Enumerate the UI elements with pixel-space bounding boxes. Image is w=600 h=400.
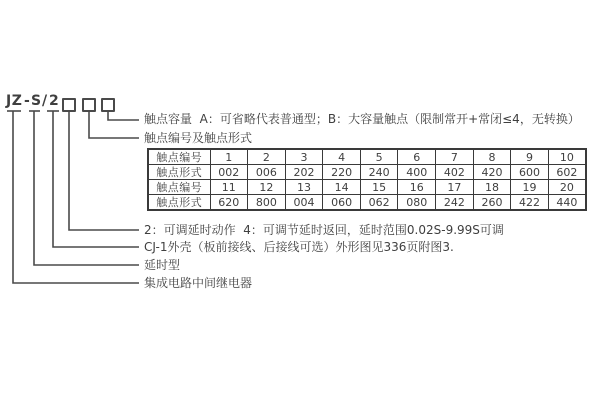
label-product-name: 集成电路中间继电器 [144,276,253,290]
table-cell: 080 [398,195,436,211]
table-cell: 5 [360,149,398,165]
model-dash: - [24,93,31,109]
table-cell: 2 [248,149,286,165]
label-delay-type: 延时型 [144,258,181,272]
contact-table-body [148,149,586,210]
row-header-cell: 触点形式 [148,195,210,211]
table-cell: 602 [548,165,586,180]
table-cell: 006 [248,165,286,180]
table-cell: 16 [398,180,436,195]
table-cell: 10 [548,149,586,165]
table-cell: 7 [436,149,474,165]
contact-table [147,148,587,211]
table-row [148,165,586,180]
table-cell: 400 [398,165,436,180]
lead-product-name [13,111,139,283]
table-cell: 062 [360,195,398,211]
table-row [148,180,586,195]
table-cell: 19 [511,180,549,195]
row-header-cell: 触点编号 [148,149,210,165]
table-cell: 402 [436,165,474,180]
table-cell: 242 [436,195,474,211]
table-cell: 060 [323,195,361,211]
lead-delay-type [34,111,139,265]
table-cell: 420 [473,165,511,180]
table-cell: 620 [210,195,248,211]
table-cell: 18 [473,180,511,195]
table-cell: 600 [511,165,549,180]
table-cell: 002 [210,165,248,180]
lead-contact-number-form [89,112,139,138]
table-cell: 13 [285,180,323,195]
table-cell: 14 [323,180,361,195]
table-cell: 15 [360,180,398,195]
table-cell: 8 [473,149,511,165]
label-contact-capacity: 触点容量 A：可省略代表普通型；B：大容量触点（限制常开+常闭≤4，无转换） [144,112,580,126]
table-cell: 3 [285,149,323,165]
table-cell: 17 [436,180,474,195]
table-cell: 440 [548,195,586,211]
lead-case-type [53,111,139,247]
label-delay-mode: 2：可调延时动作 4：可调节延时返回，延时范围0.02S-9.99S可调 [144,223,504,237]
row-header-cell: 触点编号 [148,180,210,195]
table-cell: 240 [360,165,398,180]
label-contact-number-form: 触点编号及触点形式 [144,131,253,145]
model-variant: 2 [49,93,60,109]
table-cell: 800 [248,195,286,211]
table-cell: 202 [285,165,323,180]
table-cell: 20 [548,180,586,195]
model-prefix: JZ [6,93,23,109]
model-series: S [31,93,42,109]
table-cell: 220 [323,165,361,180]
table-cell: 260 [473,195,511,211]
lead-delay-mode [69,112,139,230]
table-cell: 4 [323,149,361,165]
model-slash: / [42,93,48,109]
table-cell: 9 [511,149,549,165]
lead-contact-capacity [108,112,139,120]
table-cell: 422 [511,195,549,211]
row-header-cell: 触点形式 [148,165,210,180]
table-cell: 12 [248,180,286,195]
table-row [148,195,586,211]
table-cell: 1 [210,149,248,165]
table-cell: 004 [285,195,323,211]
table-cell: 11 [210,180,248,195]
label-case-type: CJ-1外壳（板前接线、后接线可选）外形图见336页附图3. [144,240,454,254]
table-row [148,149,586,165]
table-cell: 6 [398,149,436,165]
